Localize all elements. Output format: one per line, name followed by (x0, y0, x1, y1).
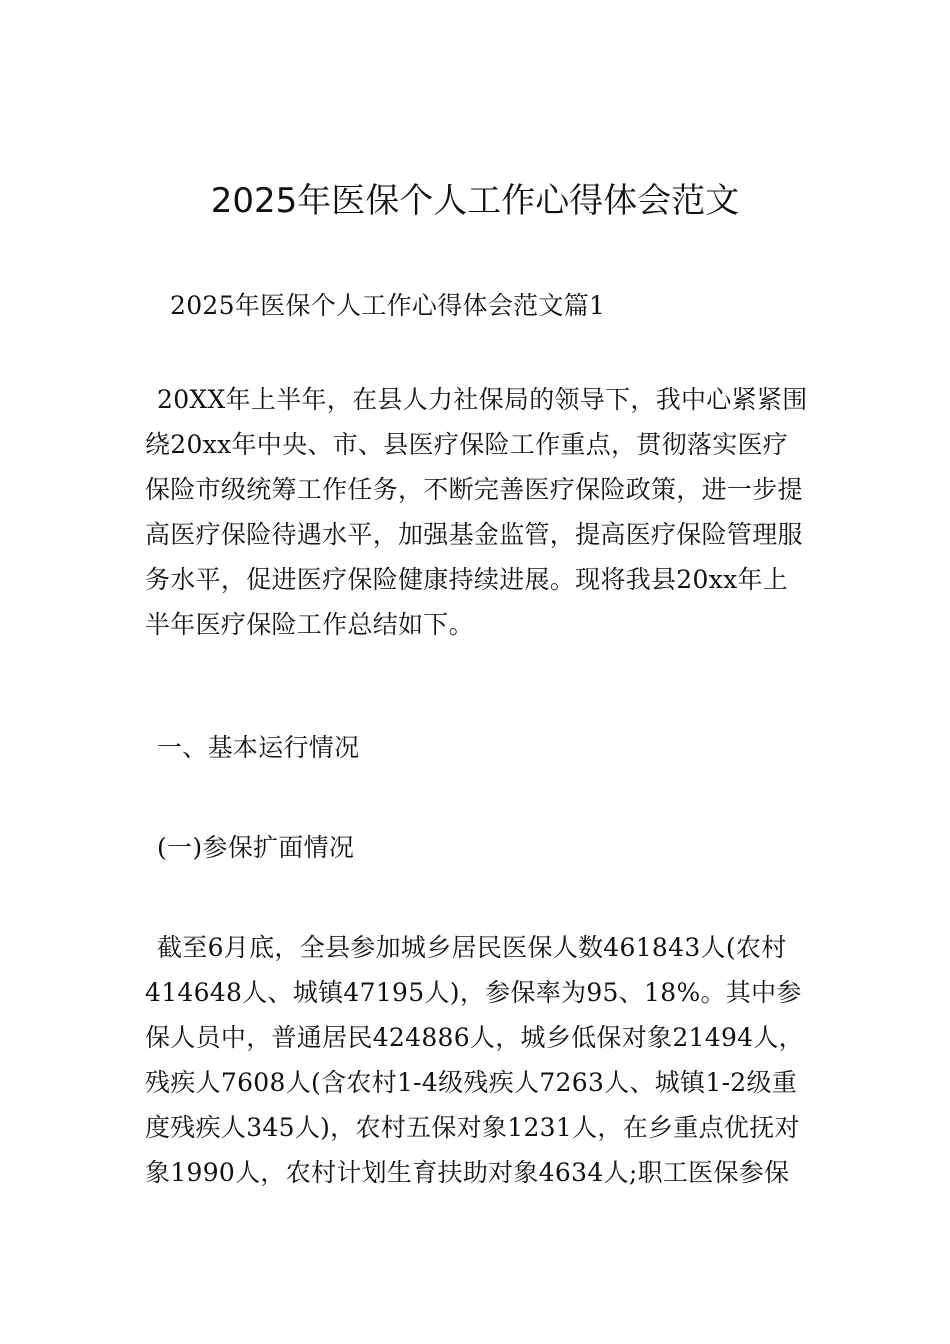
subsection-heading-enrollment: (一)参保扩面情况 (157, 833, 355, 862)
paragraph-intro: 20XX年上半年，在县人力社保局的领导下，我中心紧紧围绕20xx年中央、市、县医疗保险工作重点，贯彻落实医疗保险市级统筹工作任务，不断完善医疗保险政策，进一步提高医疗保险待遇水平，加强基金监管，提高医疗保险管理服务水平，促进医疗保险健康持续进展。现将我县20xx年上半年医疗保险工作总结如下。 (145, 385, 808, 639)
document-title: 2025年医保个人工作心得体会范文 (210, 181, 740, 221)
paragraph-enrollment-stats: 截至6月底，全县参加城乡居民医保人数461843人(农村414648人、城镇47195人)，参保率为95、18%。其中参保人员中，普通居民424886人，城乡低保对象21494人，残疾人7608人(含农村1-4级残疾人7263人、城镇1-2级重度残疾人345人)，农村五保对象1231人，在乡重点优抚对象1990人，农村计划生育扶助对象4634人;职工医保参保 (145, 933, 804, 1187)
section-heading-basic-operation: 一、基本运行情况 (157, 733, 360, 762)
document-subtitle: 2025年医保个人工作心得体会范文篇1 (170, 291, 606, 320)
